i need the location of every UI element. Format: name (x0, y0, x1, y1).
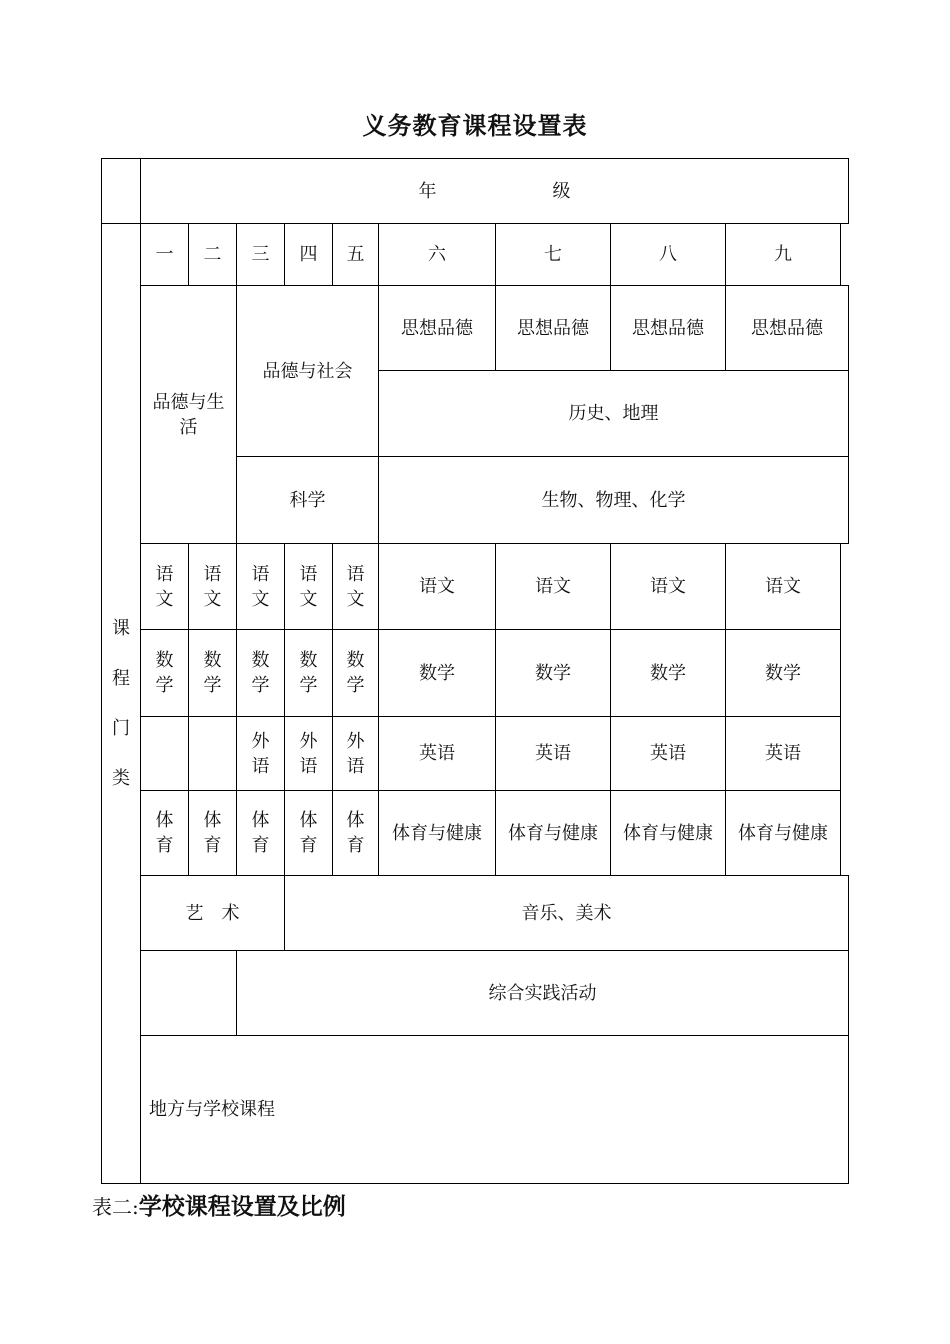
side-label-char: 课 (112, 617, 130, 639)
subject-difang-xuexiao: 地方与学校课程 (140, 1035, 849, 1184)
subject-lishi-dili: 历史、地理 (378, 370, 849, 457)
subject-yingyu: 英语 (610, 716, 726, 791)
grade-header-char2: 级 (552, 180, 571, 202)
subject-shuxue: 数学 (236, 629, 285, 717)
subject-shuxue: 数学 (332, 629, 379, 717)
grade-header (140, 158, 849, 224)
subject-tiyu: 体育 (140, 790, 189, 876)
subject-shuxue: 数学 (284, 629, 333, 717)
empty-cell (140, 716, 189, 791)
grade-cell: 三 (236, 223, 285, 286)
caption-text: 学校课程设置及比例 (138, 1194, 346, 1220)
subject-shuxue: 数学 (495, 629, 611, 717)
subject-yuwen: 语文 (284, 543, 333, 630)
subject-pinde-shenghuo: 品德与生活 (140, 285, 237, 544)
subject-shuxue: 数学 (378, 629, 496, 717)
page-title: 义务教育课程设置表 (362, 112, 588, 140)
caption-prefix: 表二: (92, 1195, 139, 1219)
subject-yuwen: 语文 (332, 543, 379, 630)
subject-sixiang-pinde: 思想品德 (610, 285, 726, 371)
subject-waiyu: 外语 (284, 716, 333, 791)
side-label-char: 门 (112, 717, 130, 739)
subject-yuwen: 语文 (610, 543, 726, 630)
grade-header-char1: 年 (418, 180, 437, 202)
subject-shuxue: 数学 (188, 629, 237, 717)
subject-waiyu: 外语 (236, 716, 285, 791)
course-category-label (101, 223, 141, 1184)
subject-yishu: 艺 术 (140, 875, 285, 951)
subject-yinyue-meishu: 音乐、美术 (284, 875, 849, 951)
subject-waiyu: 外语 (332, 716, 379, 791)
subject-tiyu-jiankang: 体育与健康 (610, 790, 726, 876)
grade-cell: 九 (725, 223, 841, 286)
subject-tiyu-jiankang: 体育与健康 (378, 790, 496, 876)
subject-yuwen: 语文 (378, 543, 496, 630)
subject-yuwen: 语文 (140, 543, 189, 630)
subject-yingyu: 英语 (495, 716, 611, 791)
subject-tiyu: 体育 (188, 790, 237, 876)
subject-sixiang-pinde: 思想品德 (495, 285, 611, 371)
grade-cell: 二 (188, 223, 237, 286)
empty-cell (140, 950, 237, 1036)
subject-shuxue: 数学 (140, 629, 189, 717)
subject-tiyu: 体育 (332, 790, 379, 876)
subject-yingyu: 英语 (378, 716, 496, 791)
subject-tiyu: 体育 (284, 790, 333, 876)
subject-yuwen: 语文 (495, 543, 611, 630)
side-label-char: 程 (112, 667, 130, 689)
subject-yuwen: 语文 (188, 543, 237, 630)
blank-corner-cell (101, 158, 141, 224)
subject-tiyu: 体育 (236, 790, 285, 876)
empty-cell (188, 716, 237, 791)
subject-yuwen: 语文 (725, 543, 841, 630)
subject-shengwu-wuli-huaxue: 生物、物理、化学 (378, 456, 849, 544)
grade-cell: 七 (495, 223, 611, 286)
table-caption (92, 1190, 346, 1224)
grade-cell: 五 (332, 223, 379, 286)
subject-tiyu-jiankang: 体育与健康 (725, 790, 841, 876)
subject-kexue: 科学 (236, 456, 379, 544)
subject-shuxue: 数学 (725, 629, 841, 717)
grade-cell: 六 (378, 223, 496, 286)
grade-cell: 一 (140, 223, 189, 286)
subject-yingyu: 英语 (725, 716, 841, 791)
grade-cell: 八 (610, 223, 726, 286)
subject-pinde-shehui: 品德与社会 (236, 285, 379, 457)
subject-yuwen: 语文 (236, 543, 285, 630)
subject-zonghe-shijian: 综合实践活动 (236, 950, 849, 1036)
subject-shuxue: 数学 (610, 629, 726, 717)
subject-tiyu-jiankang: 体育与健康 (495, 790, 611, 876)
grade-cell: 四 (284, 223, 333, 286)
side-label-char: 类 (112, 767, 130, 789)
subject-sixiang-pinde: 思想品德 (725, 285, 849, 371)
subject-sixiang-pinde: 思想品德 (378, 285, 496, 371)
